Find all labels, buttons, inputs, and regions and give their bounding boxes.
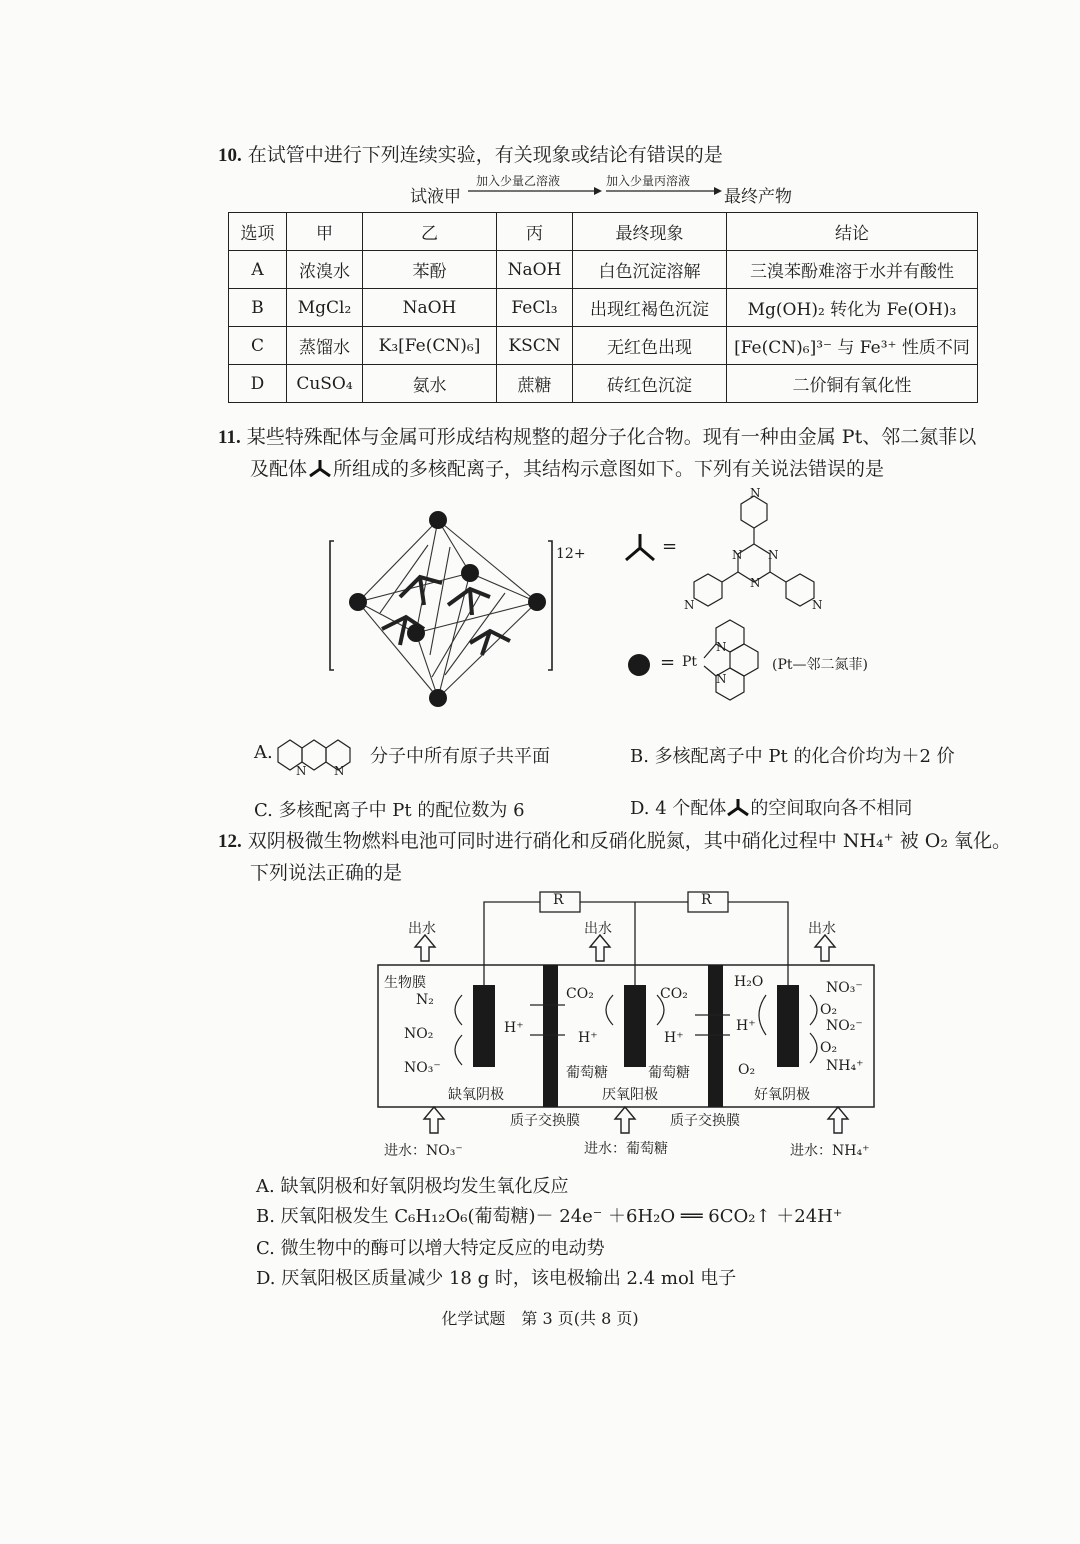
- table-header-row: [229, 213, 978, 251]
- q11-option-b[interactable]: B. 多核配离子中 Pt 的化合价均为＋2 价: [630, 746, 955, 767]
- table-header: 结论: [727, 213, 978, 251]
- table-cell: D: [229, 365, 287, 403]
- table-cell: 浓溴水: [287, 251, 363, 289]
- table-header: 丙: [497, 213, 573, 251]
- atom-n: N: [334, 764, 345, 778]
- table-cell: KSCN: [497, 327, 573, 365]
- cathode-left-label: 缺氧阴极: [448, 1087, 504, 1103]
- atom-n: N: [750, 486, 761, 500]
- table-cell: 砖红色沉淀: [573, 365, 727, 403]
- pt-equals: =: [660, 652, 676, 673]
- q10-stem: [218, 140, 723, 167]
- scheme-arrows: [466, 184, 736, 198]
- h2o-label: H₂O: [734, 974, 764, 990]
- o2-label: O₂: [738, 1062, 756, 1078]
- q12-stem-line1: [218, 826, 1011, 853]
- co2-label: CO₂: [660, 986, 688, 1002]
- table-cell: MgCl₂: [287, 289, 363, 327]
- table-header: 乙: [363, 213, 497, 251]
- no3-label: NO₃⁻: [826, 980, 863, 996]
- resistor-label: R: [553, 892, 564, 908]
- scheme-step1: 加入少量乙溶液: [476, 174, 561, 188]
- table-cell: CuSO₄: [287, 365, 363, 403]
- glucose-label: 葡萄糖: [648, 1065, 690, 1081]
- no2minus-label: NO₂⁻: [826, 1018, 863, 1034]
- octahedral-cage-diagram: [320, 505, 600, 715]
- ligand-equals: =: [662, 536, 678, 557]
- table-cell: K₃[Fe(CN)₆]: [363, 327, 497, 365]
- atom-n: N: [716, 672, 727, 686]
- biofilm-label: 生物膜: [384, 975, 426, 991]
- q12-option-a[interactable]: A. 缺氧阴极和好氧阴极均发生氧化反应: [256, 1176, 569, 1197]
- q12-number: 12.: [218, 831, 242, 852]
- q11-stem-line2: [250, 454, 884, 481]
- co2-label: CO₂: [566, 986, 594, 1002]
- scheme-step2: 加入少量丙溶液: [606, 174, 691, 188]
- hplus-label: H⁺: [578, 1030, 598, 1046]
- n2-label: N₂: [416, 992, 434, 1008]
- membrane-label: 质子交换膜: [510, 1113, 580, 1129]
- table-cell: 苯酚: [363, 251, 497, 289]
- inlet-right-label: 进水：NH₄⁺: [790, 1143, 870, 1159]
- table-cell: [Fe(CN)₆]³⁻ 与 Fe³⁺ 性质不同: [727, 327, 978, 365]
- no3-label: NO₃⁻: [404, 1060, 441, 1076]
- table-header: 选项: [229, 213, 287, 251]
- outlet-label: 出水: [584, 921, 612, 937]
- table-cell: 出现红褐色沉淀: [573, 289, 727, 327]
- membrane-label: 质子交换膜: [670, 1113, 740, 1129]
- q12-stem-text: 双阴极微生物燃料电池可同时进行硝化和反硝化脱氮，其中硝化过程中 NH₄⁺ 被 O₂ 氧化。: [247, 830, 1011, 852]
- no2-label: NO₂: [404, 1026, 434, 1042]
- atom-n: N: [750, 576, 761, 590]
- o2-label: O₂: [820, 1002, 838, 1018]
- table-cell: C: [229, 327, 287, 365]
- atom-n: N: [732, 548, 743, 562]
- table-cell: 三溴苯酚难溶于水并有酸性: [727, 251, 978, 289]
- table-row: [229, 327, 978, 365]
- hplus-label: H⁺: [736, 1018, 756, 1034]
- table-cell: 蒸馏水: [287, 327, 363, 365]
- table-cell: NaOH: [363, 289, 497, 327]
- atom-n: N: [684, 598, 695, 612]
- table-header: 最终现象: [573, 213, 727, 251]
- q12-option-b[interactable]: B. 厌氧阳极发生 C₆H₁₂O₆(葡萄糖)－ 24e⁻ ＋6H₂O ══ 6CO₂↑ ＋24H⁺: [256, 1206, 843, 1227]
- table-cell: A: [229, 251, 287, 289]
- outlet-label: 出水: [408, 921, 436, 937]
- table-cell: FeCl₃: [497, 289, 573, 327]
- table-cell: 无红色出现: [573, 327, 727, 365]
- anode-label: 厌氧阳极: [602, 1087, 658, 1103]
- o2-label: O₂: [820, 1040, 838, 1056]
- q10-table: [228, 212, 978, 403]
- option-label: A.: [254, 742, 273, 763]
- q11-stem-text: 某些特殊配体与金属可形成结构规整的超分子化合物。现有一种由金属 Pt、邻二氮菲以: [246, 426, 977, 448]
- hplus-label: H⁺: [664, 1030, 684, 1046]
- table-cell: NaOH: [497, 251, 573, 289]
- nh4-label: NH₄⁺: [826, 1058, 864, 1074]
- outlet-label: 出水: [808, 921, 836, 937]
- q11-option-a[interactable]: [254, 742, 273, 763]
- glucose-label: 葡萄糖: [566, 1065, 608, 1081]
- q11-stem-part: 所组成的多核配离子，其结构示意图如下。下列有关说法错误的是: [333, 458, 885, 480]
- scheme-end: 最终产物: [724, 187, 792, 207]
- table-cell: 蔗糖: [497, 365, 573, 403]
- table-row: [229, 251, 978, 289]
- q10-number: 10.: [218, 145, 242, 166]
- inlet-mid-label: 进水：葡萄糖: [584, 1141, 668, 1157]
- cathode-right-label: 好氧阴极: [754, 1087, 810, 1103]
- ligand-symbol-icon: [726, 797, 750, 817]
- q11-option-d[interactable]: [630, 794, 912, 820]
- inlet-left-label: 进水：NO₃⁻: [384, 1143, 463, 1159]
- cage-charge: 12+: [556, 546, 586, 562]
- table-cell: 氨水: [363, 365, 497, 403]
- q11-stem-line1: [218, 422, 976, 449]
- table-header: 甲: [287, 213, 363, 251]
- atom-n: N: [768, 548, 779, 562]
- resistor-label: R: [701, 892, 712, 908]
- scheme-start: 试液甲: [410, 187, 461, 207]
- atom-n: N: [716, 640, 727, 654]
- page-footer: 化学试题 第 3 页(共 8 页): [441, 1309, 639, 1328]
- table-cell: B: [229, 289, 287, 327]
- hplus-label: H⁺: [504, 1020, 524, 1036]
- table-row: [229, 289, 978, 327]
- option-a-text: 分子中所有原子共平面: [370, 746, 550, 767]
- ligand-symbol-icon: [307, 458, 333, 478]
- table-cell: 二价铜有氧化性: [727, 365, 978, 403]
- pt-label: Pt: [682, 654, 698, 670]
- ligand-legend-icon: [622, 530, 658, 566]
- q12-option-c[interactable]: C. 微生物中的酶可以增大特定反应的电动势: [256, 1238, 605, 1259]
- phenanthroline-pt-structure: [690, 612, 770, 718]
- pt-node-icon: [624, 650, 654, 680]
- q11-stem-part: 及配体: [250, 458, 308, 480]
- phenanthroline-molecule: [272, 730, 372, 782]
- option-d-prefix: D. 4 个配体: [630, 798, 727, 819]
- q11-number: 11.: [218, 427, 241, 448]
- option-d-suffix: 的空间取向各不相同: [750, 798, 913, 819]
- q12-option-d[interactable]: D. 厌氧阳极区质量减少 18 g 时，该电极输出 2.4 mol 电子: [256, 1268, 737, 1289]
- q12-stem-line2: 下列说法正确的是: [250, 862, 403, 884]
- atom-n: N: [812, 598, 823, 612]
- table-row: [229, 365, 978, 403]
- pt-phen-note: (Pt—邻二氮菲): [772, 657, 868, 673]
- q11-option-c[interactable]: C. 多核配离子中 Pt 的配位数为 6: [254, 800, 525, 821]
- q10-stem-text: 在试管中进行下列连续实验，有关现象或结论有错误的是: [247, 144, 723, 166]
- q10-reaction-scheme: [410, 172, 810, 206]
- table-cell: 白色沉淀溶解: [573, 251, 727, 289]
- atom-n: N: [296, 764, 307, 778]
- table-cell: Mg(OH)₂ 转化为 Fe(OH)₃: [727, 289, 978, 327]
